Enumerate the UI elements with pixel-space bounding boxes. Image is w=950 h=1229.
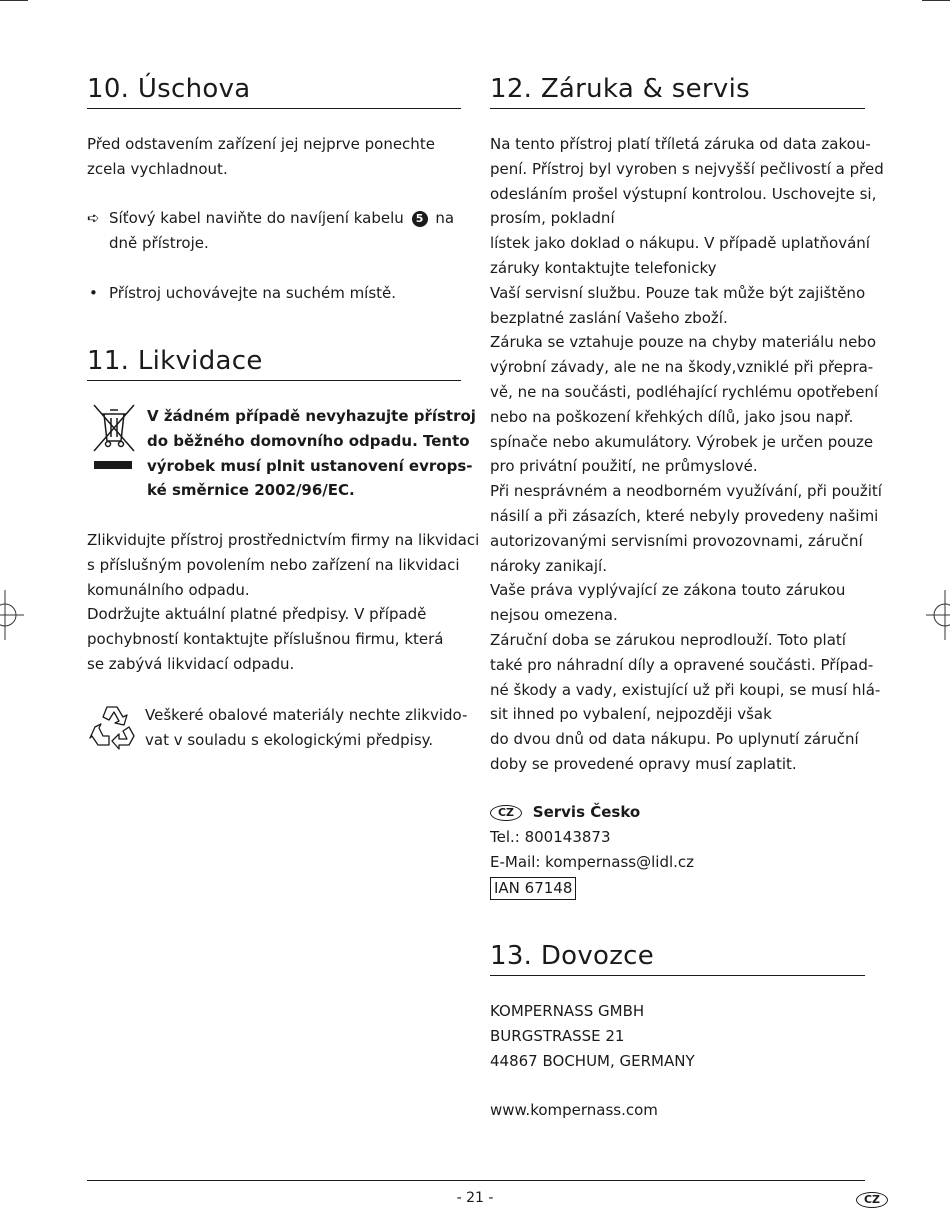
importer-address (490, 999, 865, 1073)
text-line: na (435, 209, 455, 227)
crossed-out-wheelie-bin-icon (92, 403, 138, 475)
disposal-warning (147, 404, 476, 503)
text-line: Při nesprávném a neodborném využívání, při použití (490, 482, 882, 501)
text-line: prosím, pokladní (490, 209, 615, 228)
storage-heading: 10. Úschova (87, 74, 461, 109)
ian-box: IAN 67148 (490, 877, 576, 900)
disposal-heading: 11. Likvidace (87, 346, 461, 381)
text-line: Vaší servisní službu. Pouze tak může být zajištěno (490, 283, 866, 302)
crop-mark (0, 0, 28, 1)
service-contact (490, 800, 865, 901)
importer-heading: 13. Dovozce (490, 941, 865, 976)
text-line: pení. Přístroj byl vyroben s nejvyšší pečlivostí a před (490, 159, 884, 178)
crop-mark (922, 0, 950, 1)
registration-mark-left (0, 590, 24, 640)
reference-number: 5 (415, 212, 424, 225)
text-line: lístek jako doklad o nákupu. V případě uplatňování (490, 234, 870, 253)
storage-bullet-item (87, 281, 461, 306)
text-line: spínače nebo akumulátory. Výrobek je určen pouze (490, 432, 874, 451)
text-line: Záruka se vztahuje pouze na chyby materiálu nebo (490, 333, 876, 352)
reference-number-badge (412, 211, 428, 227)
text-line: do běžného domovního odpadu. Tento (147, 431, 470, 450)
text-line: vat v souladu s ekologickými předpisy. (145, 730, 434, 749)
text-line: Před odstavením zařízení jej nejprve ponechte (87, 135, 435, 153)
warranty-heading: 12. Záruka & servis (490, 74, 865, 109)
text-line: Dodržujte aktuální platné předpisy. V případě (87, 605, 427, 624)
storage-arrow-item (87, 206, 461, 256)
text-line: Vaše práva vyplývající ze zákona touto zárukou (490, 581, 846, 600)
text-line: násilí a při zásazích, které nebyly provedeny našimi (490, 506, 879, 525)
text-line: odesláním prošel výstupní kontrolou. Uschovejte si, (490, 184, 877, 203)
text-line: Síťový kabel naviňte do navíjení kabelu (109, 209, 404, 227)
recycling-icon (89, 703, 139, 751)
text-line: autorizovanými servisními provozovnami, záruční (490, 531, 863, 550)
text-line: nejsou omezena. (490, 606, 618, 625)
service-phone: Tel.: 800143873 (490, 827, 611, 846)
text-line: pochybností kontaktujte příslušnou firmu, která (87, 630, 444, 649)
disposal-body (87, 528, 480, 677)
text-line: s příslušným povolením nebo zařízení na likvidaci (87, 555, 460, 574)
arrow-icon: ➪ (87, 209, 100, 227)
registration-mark-right (926, 590, 950, 640)
text-line: nároky zanikají. (490, 556, 607, 575)
footer-country-badge: CZ (856, 1192, 888, 1208)
text-line: BURGSTRASSE 21 (490, 1026, 625, 1045)
text-line: doby se provedené opravy musí zaplatit. (490, 754, 797, 773)
text-line: záruky kontaktujte telefonicky (490, 258, 717, 277)
text-line: Zlikvidujte přístroj prostřednictvím firmy na likvidaci (87, 531, 480, 549)
importer-website: www.kompernass.com (490, 1101, 658, 1119)
text-line: 44867 BOCHUM, GERMANY (490, 1051, 695, 1070)
country-badge: CZ (490, 805, 522, 821)
text-line: také pro náhradní díly a opravené součásti. Případ- (490, 655, 874, 674)
text-line: Veškeré obalové materiály nechte zlikvido- (145, 706, 468, 724)
text-line: dně přístroje. (109, 233, 209, 252)
bullet-icon: • (89, 284, 98, 302)
service-title-row (490, 800, 865, 825)
text-line: bezplatné zaslání Vašeho zboží. (490, 308, 728, 327)
text-line: výrobní závady, ale ne na škody,vzniklé při přepra- (490, 358, 874, 377)
text-line: KOMPERNASS GMBH (490, 1002, 645, 1020)
text-line: Přístroj uchovávejte na suchém místě. (109, 284, 397, 302)
text-line: Záruční doba se zárukou neprodlouží. Toto platí (490, 630, 846, 649)
service-title: Servis Česko (532, 803, 641, 821)
text-line: pro privátní použití, ne průmyslové. (490, 457, 758, 476)
text-line: sit ihned po vybalení, nejpozději však (490, 705, 772, 724)
text-line: V žádném případě nevyhazujte přístroj (147, 407, 476, 425)
text-line: zcela vychladnout. (87, 159, 228, 178)
text-line: Na tento přístroj platí tříletá záruka od data zakou- (490, 135, 871, 153)
text-line: ké směrnice 2002/96/EC. (147, 481, 355, 500)
text-line: vě, ne na součásti, podléhající rychlému opotřebení (490, 382, 879, 401)
text-line: né škody a vady, existující už při koupi, se musí hlá- (490, 680, 881, 699)
footer-rule (87, 1180, 865, 1181)
text-line: se zabývá likvidací odpadu. (87, 654, 295, 673)
page-number: - 21 - (456, 1190, 494, 1206)
storage-intro (87, 132, 461, 182)
text-line: do dvou dnů od data nákupu. Po uplynutí záruční (490, 730, 859, 749)
text-line: komunálního odpadu. (87, 580, 250, 599)
recycling-note (145, 703, 468, 753)
text-line: nebo na poškození křehkých dílů, jako jsou např. (490, 407, 854, 426)
service-email: E-Mail: kompernass@lidl.cz (490, 852, 695, 871)
text-line: výrobek musí plnit ustanovení evrops- (147, 456, 473, 475)
warranty-body (490, 132, 884, 777)
